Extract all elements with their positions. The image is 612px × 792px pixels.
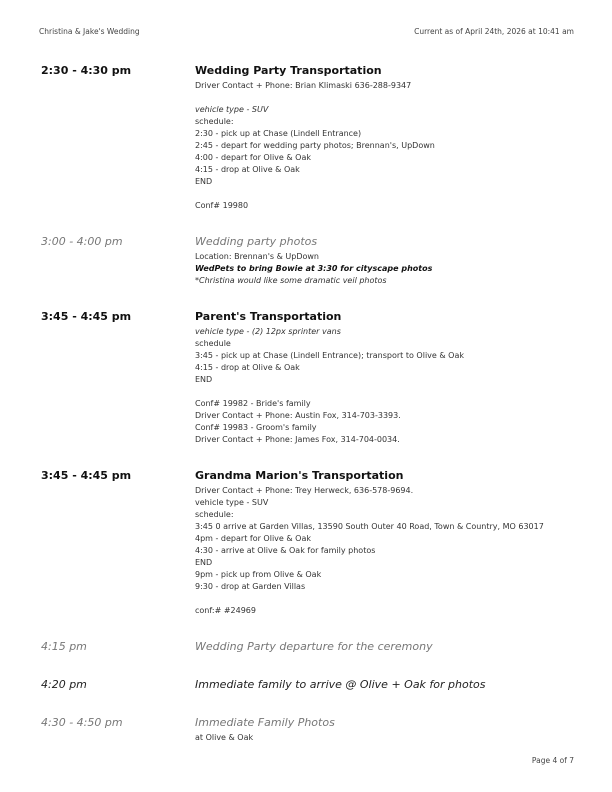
entry-line: schedule: — [195, 510, 234, 519]
entry-line: Conf# 19982 - Bride's family — [195, 399, 311, 408]
entry-line: Driver Contact + Phone: Austin Fox, 314-703-3393. — [195, 411, 401, 420]
entry-content — [195, 716, 585, 744]
entry-time: 3:45 - 4:45 pm — [41, 310, 132, 323]
entry-line: 9pm - pick up from Olive & Oak — [195, 570, 322, 579]
entry-line: 4:15 - drop at Olive & Oak — [195, 165, 300, 174]
entry-line: Driver Contact + Phone: Brian Klimaski 636-288-9347 — [195, 81, 412, 90]
entry-title: Grandma Marion's Transportation — [195, 469, 404, 482]
entry-content — [195, 235, 585, 287]
entry-line: END — [195, 558, 213, 567]
entry-line: Conf# 19980 — [195, 201, 249, 210]
entry-line: 2:30 - pick up at Chase (Lindell Entrance) — [195, 129, 362, 138]
document-header-title: Christina & Jake's Wedding — [39, 27, 140, 36]
entry-line: 3:45 - pick up at Chase (Lindell Entrance); transport to Olive & Oak — [195, 351, 464, 360]
entry-content — [195, 469, 585, 617]
entry-line: *Christina would like some dramatic veil photos — [195, 276, 387, 285]
entry-line: 4pm - depart for Olive & Oak — [195, 534, 311, 543]
entry-title: Wedding party photos — [195, 235, 318, 248]
entry-line: 4:30 - arrive at Olive & Oak for family photos — [195, 546, 376, 555]
entry-time: 3:00 - 4:00 pm — [41, 235, 123, 248]
entry-line: Driver Contact + Phone: Trey Herweck, 636-578-9694. — [195, 486, 414, 495]
entry-line: WedPets to bring Bowie at 3:30 for cityscape photos — [195, 264, 433, 273]
entry-time: 4:30 - 4:50 pm — [41, 716, 123, 729]
entry-line: 3:45 0 arrive at Garden Villas, 13590 South Outer 40 Road, Town & Country, MO 63017 — [195, 522, 544, 531]
entry-title: Wedding Party Transportation — [195, 64, 382, 77]
entry-title: Immediate family to arrive @ Olive + Oak for photos — [195, 678, 486, 691]
entry-line: vehicle type - SUV — [195, 105, 269, 114]
entry-content — [195, 678, 585, 694]
entry-line: 4:00 - depart for Olive & Oak — [195, 153, 311, 162]
entry-line: END — [195, 177, 213, 186]
entry-line: vehicle type - SUV — [195, 498, 269, 507]
entry-time: 4:15 pm — [41, 640, 87, 653]
entry-title: Immediate Family Photos — [195, 716, 335, 729]
entry-line: schedule: — [195, 117, 234, 126]
entry-line: 9:30 - drop at Garden Villas — [195, 582, 306, 591]
entry-line: 4:15 - drop at Olive & Oak — [195, 363, 300, 372]
entry-title: Wedding Party departure for the ceremony — [195, 640, 433, 653]
entry-line: Driver Contact + Phone: James Fox, 314-704-0034. — [195, 435, 400, 444]
entry-line: conf:# #24969 — [195, 606, 256, 615]
entry-line: Conf# 19983 - Groom's family — [195, 423, 317, 432]
entry-line: vehicle type - (2) 12px sprinter vans — [195, 327, 341, 336]
entry-line: 2:45 - depart for wedding party photos; Brennan's, UpDown — [195, 141, 435, 150]
entry-line: END — [195, 375, 213, 384]
entry-line: Location: Brennan's & UpDown — [195, 252, 320, 261]
page-number: Page 4 of 7 — [531, 756, 574, 765]
entry-time: 2:30 - 4:30 pm — [41, 64, 132, 77]
entry-content — [195, 640, 585, 656]
entry-time: 3:45 - 4:45 pm — [41, 469, 132, 482]
entry-line: schedule — [195, 339, 231, 348]
document-timestamp: Current as of April 24th, 2026 at 10:41 am — [414, 27, 574, 36]
entry-line: at Olive & Oak — [195, 733, 254, 742]
entry-content — [195, 64, 585, 212]
entry-time: 4:20 pm — [41, 678, 87, 691]
entry-content — [195, 310, 585, 446]
entry-title: Parent's Transportation — [195, 310, 342, 323]
